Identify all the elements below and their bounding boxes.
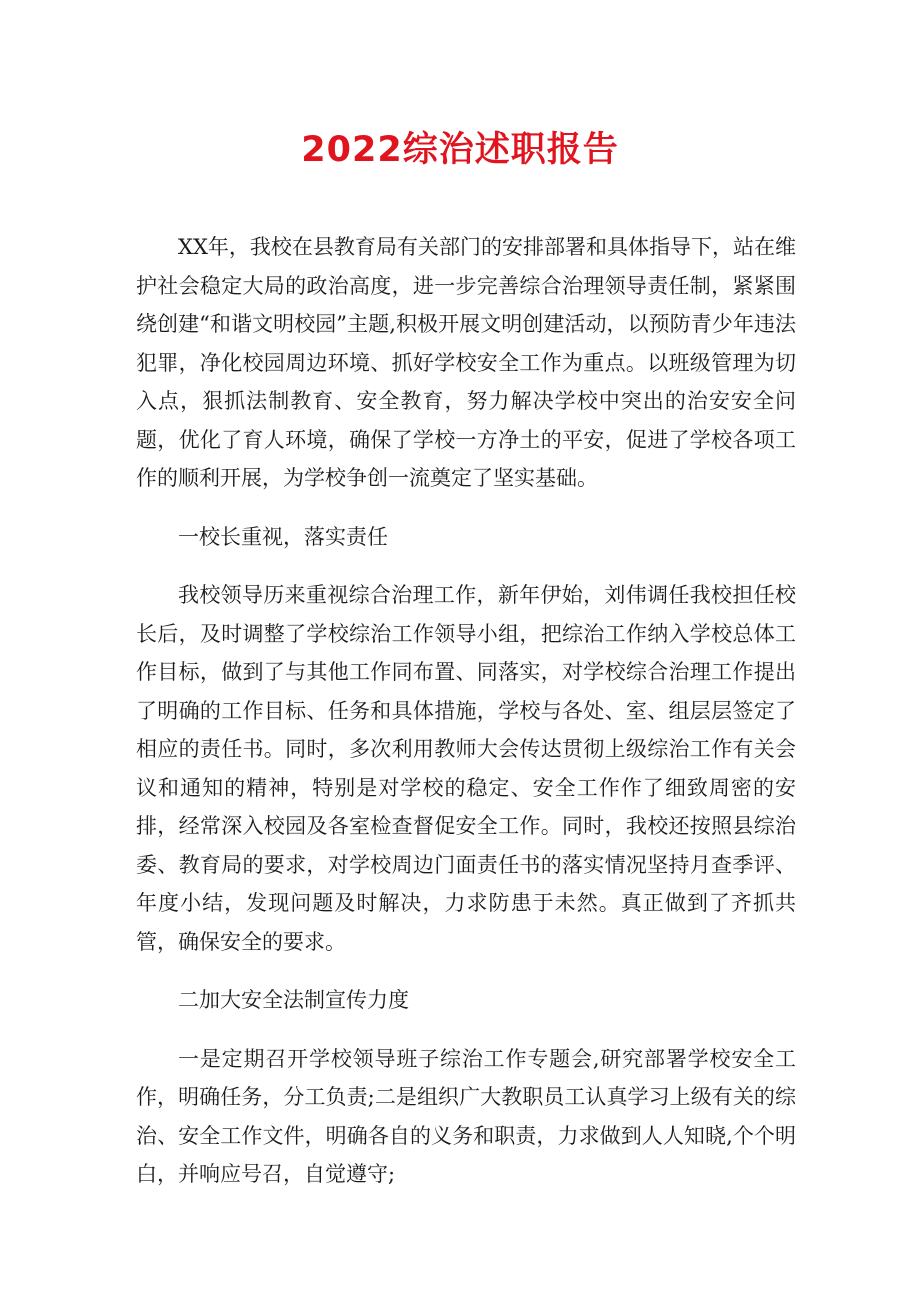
paragraph-section-1: 我校领导历来重视综合治理工作，新年伊始，刘伟调任我校担任校长后，及时调整了学校综治工作领导小组，把综治工作纳入学校总体工作目标，做到了与其他工作同布置、同落实，对学校综合治理工作提出了明确的工作目标、任务和具体措施，学校与各处、室、组层层签定了相应的责任书。同时，多次利用教师大会传达贯彻上级综治工作有关会议和通知的精神，特别是对学校的稳定、安全工作作了细致周密的安排，经常深入校园及各室检查督促安全工作。同时，我校还按照县综治委、教育局的要求，对学校周边门面责任书的落实情况坚持月查季评、年度小结，发现问题及时解决，力求防患于未然。真正做到了齐抓共管，确保安全的要求。 (136, 583, 796, 954)
paragraph-intro: XX年，我校在县教育局有关部门的安排部署和具体指导下，站在维护社会稳定大局的政治高度，进一步完善综合治理领导责任制，紧紧围绕创建“和谐文明校园”主题,积极开展文明创建活动，以预防青少年违法犯罪，净化校园周边环境、抓好学校安全工作为重点。以班级管理为切入点，狠抓法制教育、安全教育，努力解决学校中突出的治安安全问题，优化了育人环境，确保了学校一方净土的平安，促进了学校各项工作的顺利开展，为学校争创一流奠定了坚实基础。 (136, 235, 796, 490)
section-heading-1: 一校长重视，落实责任 (178, 524, 388, 549)
document-body (136, 228, 796, 1214)
paragraph-section-2: 一是定期召开学校领导班子综治工作专题会,研究部署学校安全工作，明确任务，分工负责;二是组织广大教职员工认真学习上级有关的综治、安全工作文件，明确各自的义务和职责，力求做到人人知晓,个个明白，并响应号召，自觉遵守; (136, 1046, 796, 1186)
document-title: 2022综治述职报告 (301, 130, 619, 170)
section-heading-2: 二加大安全法制宣传力度 (178, 988, 409, 1012)
